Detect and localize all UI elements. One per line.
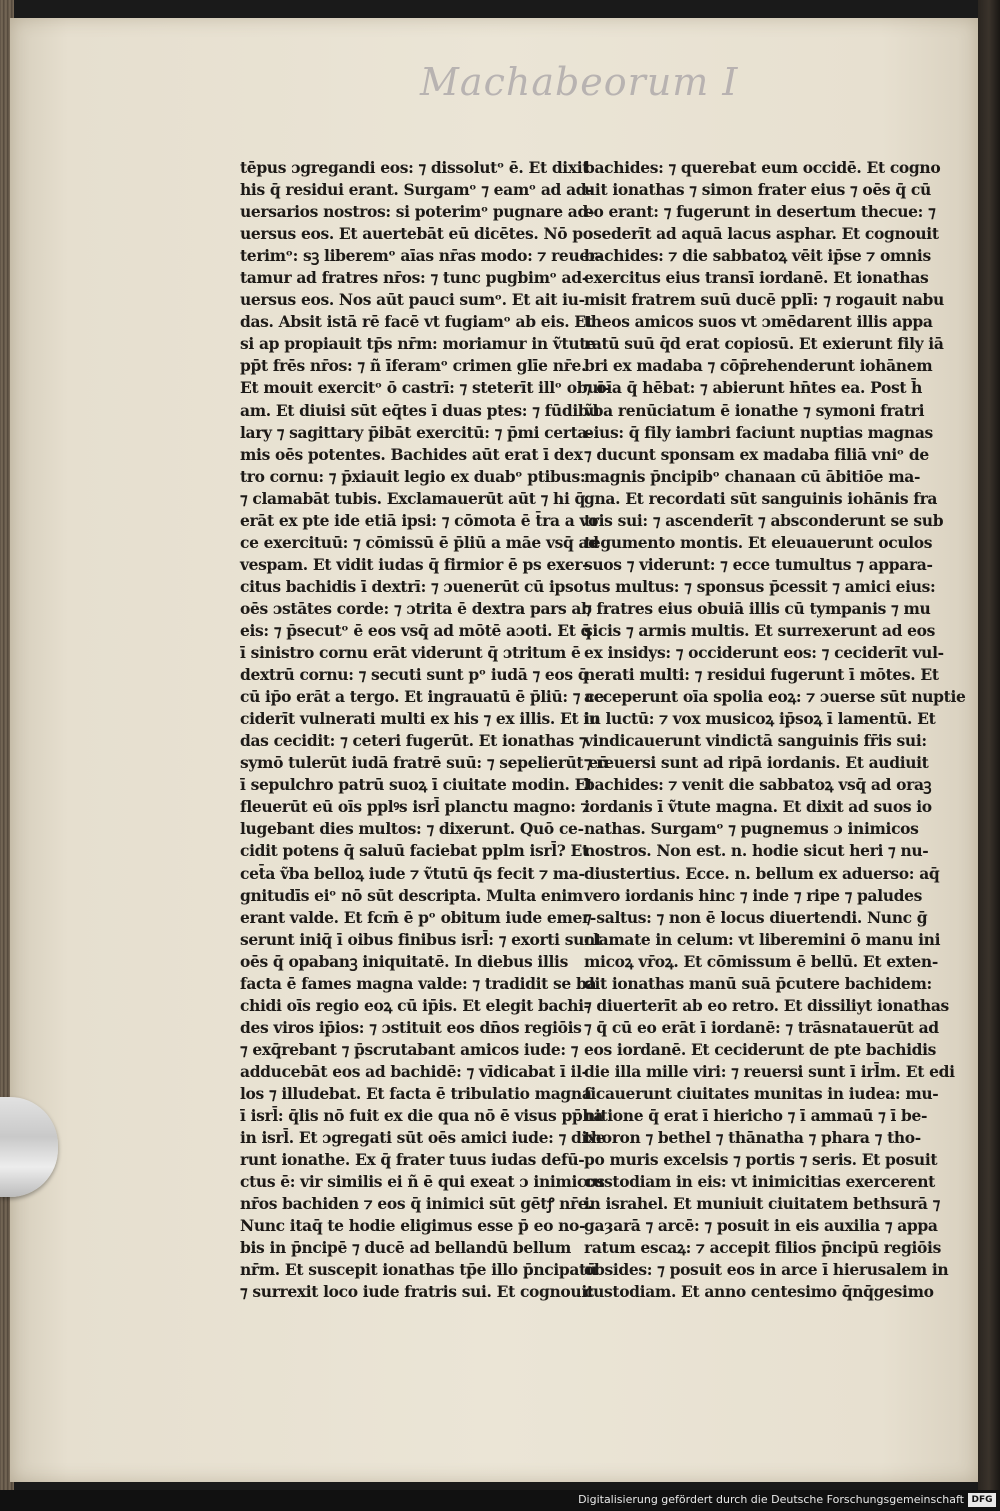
text-line: theos amicos suos vt ɔmēdarent illis appa (584, 312, 933, 332)
text-line: dit ionathas manū suā p̄cutere bachidem: (584, 973, 932, 993)
text-line: ⁊ diuerterīt ab eo retro. Et dissiliyt ionathas (584, 995, 949, 1015)
text-line: ratū suū q̄d erat copiosū. Et exierunt fily iā (584, 334, 944, 354)
text-line: thoron ⁊ bethel ⁊ thānatha ⁊ phara ⁊ tho- (584, 1128, 921, 1148)
text-line: custodiam. Et anno centesimo q̄nq̄gesimo (584, 1282, 934, 1302)
text-line: in luctū: ⁊ vox musicoꝝ ip̄soꝝ ī lamentū. Et (584, 709, 936, 729)
text-line: ctus ē: vir similis ei ñ ē qui exeat ɔ inimicos (240, 1172, 605, 1192)
text-line: in israhel. Et muniuit ciuitatem bethsurā ⁊ (584, 1194, 940, 1214)
text-line: tamur ad fratres nr̄os: ⁊ tunc pugbimᵒ ad- (240, 268, 588, 288)
text-line: ⁊ oīa q̄ hēbat: ⁊ abierunt hn̄tes ea. Post h̄ (584, 378, 923, 398)
text-line: nitione q̄ erat ī hiericho ⁊ ī ammaū ⁊ ī be- (584, 1106, 928, 1126)
text-line: bachides: ⁊ die sabbatoꝝ vēit ip̄se ⁊ omnis (584, 246, 931, 266)
text-line: ⁊ exq̄rebant ⁊ p̄scrutabant amicos iude: ⁊ (240, 1039, 579, 1059)
book-binding-edge (978, 0, 1000, 1490)
text-line: ficauerunt ciuitates munitas in iudea: mu- (584, 1083, 939, 1103)
text-line: ṽba renūciatum ē ionathe ⁊ symoni fratri (584, 400, 925, 420)
text-line: nathas. Surgamᵒ ⁊ pugnemus ɔ inimicos (584, 819, 919, 839)
text-line: magnis p̄ncipibᵒ chanaan cū ābitiōe ma- (584, 466, 921, 486)
text-line: am. Et diuisi sūt eq̄tes ī duas ptes: ⁊ fūdibu (240, 400, 600, 420)
text-line: adducebāt eos ad bachidē: ⁊ vīdicabat ī il- (240, 1061, 588, 1081)
text-line: suos ⁊ viderunt: ⁊ ecce tumultus ⁊ appara- (584, 554, 933, 574)
text-line: gaȝarā ⁊ arcē: ⁊ posuit in eis auxilia ⁊ appa (584, 1216, 938, 1236)
text-line: vindicauerunt vindictā sanguinis fr̄is sui: (584, 731, 927, 751)
text-line: misit fratrem suū ducē pplī: ⁊ rogauit nabu (584, 290, 944, 310)
text-line: eos iordanē. Et ceciderunt de pte bachidis (584, 1039, 937, 1059)
text-line: los ⁊ illudebat. Et facta ē tribulatio magna (240, 1083, 592, 1103)
text-line: eo erant: ⁊ fugerunt in desertum thecue: ⁊ (584, 202, 936, 222)
text-line: cidit potens q̄ saluū faciebat pplm isrl̄? Et (240, 841, 589, 861)
text-column-left (240, 157, 610, 1303)
text-line: bri ex madaba ⁊ cōp̄rehenderunt iohānem (584, 356, 933, 376)
text-line: vero iordanis hinc ⁊ inde ⁊ ripe ⁊ paludes (584, 885, 923, 905)
text-line: runt ionathe. Ex q̄ frater tuus iudas defū- (240, 1150, 585, 1170)
text-line: oēs q̄ opabanꝫ iniquitatē. In diebus illis (240, 951, 568, 971)
text-line: ⁊ saltus: ⁊ non ē locus diuertendi. Nunc ḡ (584, 907, 928, 927)
text-line: chidi oīs regio eoꝝ cū ip̄is. Et elegit bachi- (240, 995, 590, 1015)
text-line: Et mouit exercitᵒ ō castrī: ⁊ steterīt illᵒ obuī- (240, 378, 610, 398)
text-line: fleuerūt eū oīs pplꝰs isrl̄ planctu magno: ⁊ (240, 797, 590, 817)
dfg-logo: DFG (968, 1493, 996, 1507)
text-line: bachides: ⁊ querebat eum occidē. Et cogno (584, 158, 941, 177)
text-line: bis in p̄ncipē ⁊ ducē ad bellandū bellum (240, 1238, 571, 1258)
text-line: diustertius. Ecce. n. bellum ex aduerso: aq̄ (584, 863, 940, 883)
running-title: Machabeorum I (420, 60, 739, 104)
text-line: citus bachidis ī dextrī: ⁊ ɔuenerūt cū ipso (240, 576, 584, 596)
text-line: uersus eos. Nos aūt pauci sumᵒ. Et ait iu- (240, 290, 585, 310)
text-line: vespam. Et vidit iudas q̄ firmior ē ps exer- (240, 554, 589, 574)
text-line: ciderīt vulnerati multi ex his ⁊ ex illis. Et iu (240, 709, 600, 729)
text-line: serunt iniq̄ ī oibus finibus isrl̄: ⁊ exorti sunt (240, 929, 602, 949)
text-line: nr̄m. Et suscepit ionathas tp̄e illo p̄ncipatū (240, 1260, 597, 1280)
text-line: eius: q̄ fily iambri faciunt nuptias magnas (584, 422, 933, 442)
text-line: pp̄t frēs nr̄os: ⁊ ñ īferamᵒ crimen glīe nr̄e. (240, 356, 587, 376)
text-line: ī sepulchro patrū suoꝝ ī ciuitate modin. Et (240, 775, 593, 795)
text-line: po muris excelsis ⁊ portis ⁊ seris. Et posuit (584, 1150, 938, 1170)
text-line: ī sinistro cornu erāt viderunt q̄ ɔtritum ē (240, 643, 581, 663)
text-line: nostros. Non est. n. hodie sicut heri ⁊ nu- (584, 841, 929, 861)
text-line: terimᵒ: sꝫ liberemᵒ aīas nr̄as modo: ⁊ reuer- (240, 246, 603, 266)
text-line: sicis ⁊ armis multis. Et surrexerunt ad eos (584, 620, 935, 640)
text-line: ⁊ surrexit loco iude fratris sui. Et cognouit (240, 1282, 594, 1302)
text-line: tris sui: ⁊ ascenderīt ⁊ absconderunt se sub (584, 510, 944, 530)
footer-bar (0, 1490, 1000, 1511)
text-line: iordanis ī ṽtute magna. Et dixit ad suos io (584, 797, 932, 817)
text-line: die illa mille viri: ⁊ reuersi sunt ī irl̄m. Et edi (584, 1061, 955, 1081)
text-line: ī isrl̄: q̄lis nō fuit ex die qua nō ē visus pp̄ha (240, 1106, 604, 1126)
text-line: symō tulerūt iudā fratrē suū: ⁊ sepelierūt eū (240, 753, 609, 773)
text-line: cū ip̄o erāt a tergo. Et ingrauatū ē p̄liū: ⁊ ce (240, 687, 604, 707)
text-line: exercitus eius transī iordanē. Et ionathas (584, 268, 929, 288)
text-line: tegumento montis. Et eleuauerunt oculos (584, 532, 933, 552)
text-line: ⁊ clamabāt tubis. Exclamauerūt aūt ⁊ hi q̄ (240, 488, 586, 508)
text-line: dextrū cornu: ⁊ secuti sunt pᵒ iudā ⁊ eos q̄ (240, 665, 589, 685)
text-line: tēpus ɔgregandi eos: ⁊ dissolutᵒ ē. Et dixit (240, 158, 590, 177)
text-line: mis oēs potentes. Bachides aūt erat ī dex (240, 444, 583, 464)
text-line: ɔsederīt ad aquā lacus asphar. Et cognouit (584, 224, 939, 244)
text-line: ratum escaꝝ: ⁊ accepit filios p̄ncipū regiōis (584, 1238, 941, 1258)
text-line: uersarios nostros: si poterimᵒ pugnare ad- (240, 202, 595, 222)
text-line: das cecidit: ⁊ ceteri fugerūt. Et ionathas ⁊ (240, 731, 587, 751)
footer-credit: Digitalisierung gefördert durch die Deutsche Forschungsgemeinschaft (578, 1493, 964, 1506)
text-line: custodiam in eis: vt inimicitias exercerent (584, 1172, 935, 1192)
text-line: ⁊ ducunt sponsam ex madaba filiā vniᵒ de (584, 444, 929, 464)
text-line: des viros ip̄ios: ⁊ ɔstituit eos dn̄os regiōis (240, 1017, 582, 1037)
text-line: eis: ⁊ p̄secutᵒ ē eos vsq̄ ad mōtē aɔoti. Et q̄ (240, 620, 592, 640)
text-line: his q̄ residui erant. Surgamᵒ ⁊ eamᵒ ad ad- (240, 180, 593, 200)
text-line: gnitudīs eiᵒ nō sūt descripta. Multa enim (240, 885, 583, 905)
text-line: ex insidys: ⁊ occiderunt eos: ⁊ ceciderīt vul- (584, 643, 944, 663)
text-line: lary ⁊ sagittary p̄ibāt exercitū: ⁊ p̄mi certa- (240, 422, 594, 442)
text-line: si ap propiauit tp̄s nr̄m: moriamur in ṽtute (240, 334, 596, 354)
text-line: das. Absit istā rē facē vt fugiamᵒ ab eis. Et (240, 312, 593, 332)
text-line: ⁊ q̄ cū eo erāt ī iordanē: ⁊ trāsnatauerūt ad (584, 1017, 939, 1037)
text-line: obsides: ⁊ posuit eos in arce ī hierusalem in (584, 1260, 949, 1280)
text-line: erāt ex pte ide etiā ipsi: ⁊ cōmota ē t̄ra a vo (240, 510, 599, 530)
text-line: micoꝝ vr̄oꝝ. Et cōmissum ē bellū. Et exten- (584, 951, 938, 971)
text-line: oēs ɔstātes corde: ⁊ ɔtrita ē dextra pars ab (240, 598, 592, 618)
text-line: lugebant dies multos: ⁊ dixerunt. Quō ce- (240, 819, 584, 839)
text-line: bachides: ⁊ venit die sabbatoꝝ vsq̄ ad oraꝫ (584, 775, 932, 795)
text-line: cet̄a ṽba belloꝝ iude ⁊ ṽtutū q̄s fecit ⁊ ma- (240, 863, 585, 883)
text-line: facta ē fames magna valde: ⁊ tradidit se ba (240, 973, 597, 993)
text-line: nr̄os bachiden ⁊ eos q̄ inimici sūt gētꝭ nr̄e. (240, 1194, 593, 1214)
text-line: uersus eos. Et auertebāt eū dicētes. Nō po (240, 224, 593, 244)
text-line: acceperunt oīa spolia eoꝝ: ⁊ ɔuerse sūt nuptie (584, 687, 966, 707)
text-column-right (584, 157, 966, 1303)
text-line: gna. Et recordati sūt sanguinis iohānis fra (584, 488, 938, 508)
text-line: clamate in celum: vt liberemini ō manu ini (584, 929, 941, 949)
text-line: nerati multi: ⁊ residui fugerunt ī mōtes. Et (584, 665, 939, 685)
text-line: ce exercituū: ⁊ cōmissū ē p̄liū a māe vsq̄ ad (240, 532, 599, 552)
text-line: Nunc itaq̄ te hodie eligimus esse p̄ eo no- (240, 1216, 586, 1236)
text-line: in isrl̄. Et ɔgregati sūt oēs amici iude: ⁊ dixe (240, 1128, 606, 1148)
text-line: ⁊ reuersi sunt ad ripā iordanis. Et audiuit (584, 753, 929, 773)
text-line: ⁊ fratres eius obuiā illis cū tympanis ⁊ mu (584, 598, 931, 618)
text-line: erant valde. Et fcm̄ ē pᵒ obitum iude emer- (240, 907, 596, 927)
text-line: uit ionathas ⁊ simon frater eius ⁊ oēs q̄ cū (584, 180, 931, 200)
text-line: tus multus: ⁊ sponsus p̄cessit ⁊ amici eius: (584, 576, 936, 596)
text-line: tro cornu: ⁊ p̄xiauit legio ex duabᵒ ptibus: (240, 466, 586, 486)
